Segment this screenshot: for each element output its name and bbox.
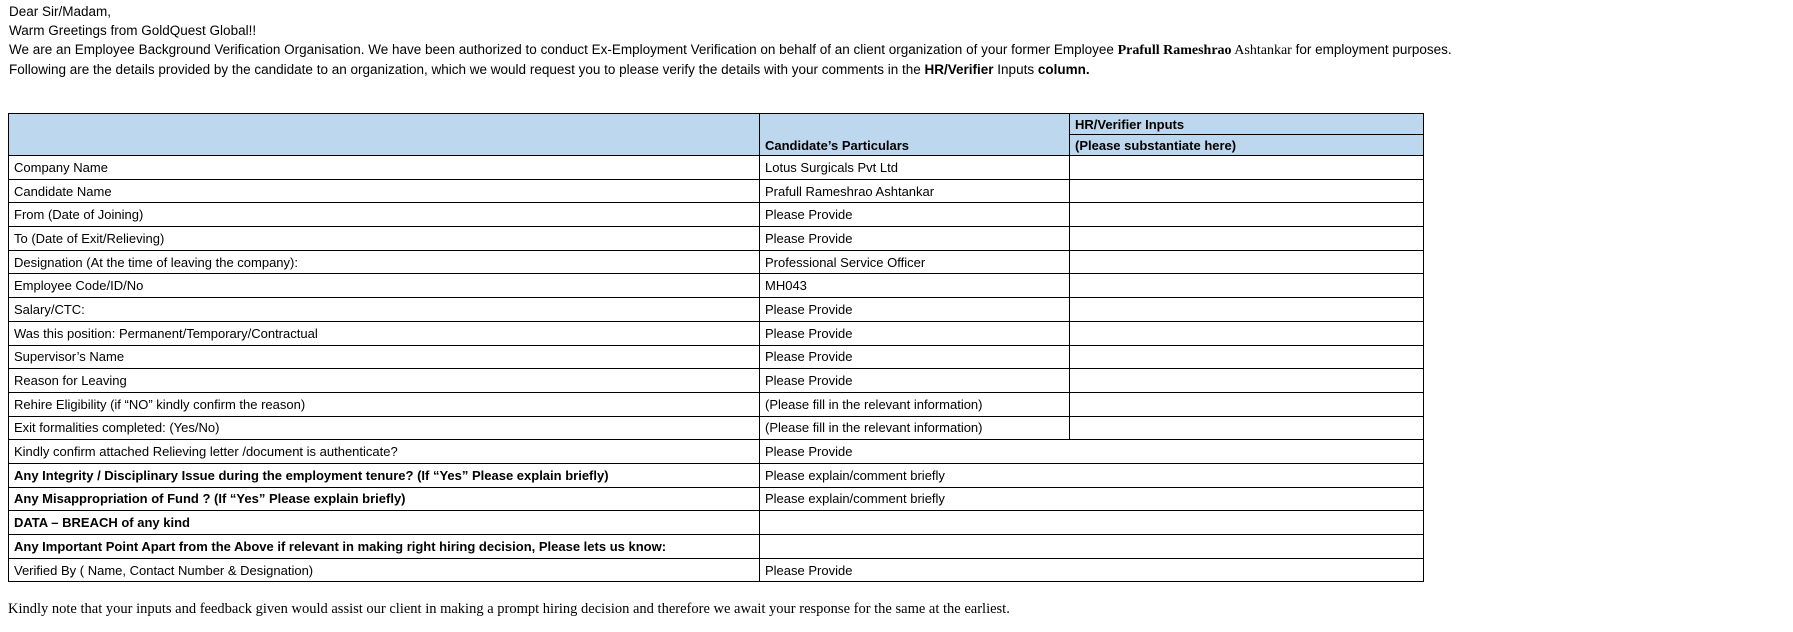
candidate-name-bold: Prafull Rameshrao [1117,43,1232,58]
candidate-value: Please explain/comment briefly [760,487,1424,511]
candidate-value: MH043 [760,274,1070,298]
hr-input-cell[interactable] [1070,321,1424,345]
row-label: Any Integrity / Disciplinary Issue during the employment tenure? (If “Yes” Please explain briefly) [9,463,760,487]
table-header-row-1 [9,114,1424,135]
row-label: Was this position: Permanent/Temporary/Contractual [9,321,760,345]
table-row [9,203,1424,227]
para1-line [9,40,1452,60]
hr-input-cell[interactable] [1070,156,1424,180]
header-empty-cell [9,114,760,156]
hr-input-cell[interactable] [1070,416,1424,440]
candidate-value: Please Provide [760,227,1070,251]
table-row [9,345,1424,369]
row-label: Verified By ( Name, Contact Number & Designation) [9,558,760,582]
candidate-value: Professional Service Officer [760,250,1070,274]
table-row [9,250,1424,274]
greeting: Dear Sir/Madam, [9,4,112,19]
table-row [9,440,1424,464]
table-row [9,227,1424,251]
row-label: Exit formalities completed: (Yes/No) [9,416,760,440]
row-label: Company Name [9,156,760,180]
verification-table [8,113,1424,582]
para2-line [9,60,1452,79]
row-label: Rehire Eligibility (if “NO” kindly confirm the reason) [9,392,760,416]
candidate-value[interactable] [760,511,1424,535]
candidate-name-rest: Ashtankar [1231,43,1292,58]
header-candidate-particulars: Candidate’s Particulars [760,114,1070,156]
table-row [9,487,1424,511]
table-row [9,511,1424,535]
row-label: DATA – BREACH of any kind [9,511,760,535]
table-row [9,558,1424,582]
candidate-value: Prafull Rameshrao Ashtankar [760,179,1070,203]
candidate-value: Please Provide [760,203,1070,227]
row-label: From (Date of Joining) [9,203,760,227]
row-label: Candidate Name [9,179,760,203]
hr-input-cell[interactable] [1070,227,1424,251]
candidate-value: Please Provide [760,298,1070,322]
row-label: Any Misappropriation of Fund ? (If “Yes” Please explain briefly) [9,487,760,511]
hr-input-cell[interactable] [1070,392,1424,416]
para1-after-name: for employment purposes. [1291,42,1452,57]
table-row [9,463,1424,487]
hr-input-cell[interactable] [1070,203,1424,227]
candidate-value: (Please fill in the relevant information) [760,392,1070,416]
para2-column: column. [1037,62,1090,77]
row-label: Supervisor’s Name [9,345,760,369]
candidate-value: Please Provide [760,369,1070,393]
hr-input-cell[interactable] [1070,298,1424,322]
para2-hr-verifier: HR/Verifier [924,62,994,77]
hr-input-cell[interactable] [1070,274,1424,298]
para1-before-name: We are an Employee Background Verification Organisation. We have been authorized to conduct Ex-Employment Verification on behalf of an client organization of your former Employee [9,42,1118,57]
footer-note: Kindly note that your inputs and feedback given would assist our client in making a prompt hiring decision and therefore we await your response for the same at the earliest. [8,601,1010,617]
table-row [9,369,1424,393]
candidate-value: Please explain/comment briefly [760,463,1424,487]
hr-input-cell[interactable] [1070,250,1424,274]
warm-greeting-line [9,21,1452,40]
header-substantiate: (Please substantiate here) [1070,135,1424,156]
table-row [9,321,1424,345]
table-row [9,156,1424,180]
candidate-value: Please Provide [760,440,1424,464]
table-row [9,298,1424,322]
row-label: Designation (At the time of leaving the company): [9,250,760,274]
candidate-value: Please Provide [760,345,1070,369]
para2-start: Following are the details provided by the candidate to an organization, which we would request you to please verify the details with your comments in the [9,62,925,77]
row-label: Any Important Point Apart from the Above if relevant in making right hiring decision, Please lets us know: [9,535,760,559]
hr-input-cell[interactable] [1070,179,1424,203]
para2-inputs: Inputs [993,62,1038,77]
table-row [9,535,1424,559]
candidate-value: Please Provide [760,321,1070,345]
row-label: Kindly confirm attached Relieving letter /document is authenticate? [9,440,760,464]
candidate-value[interactable] [760,535,1424,559]
table-row [9,416,1424,440]
header-hr-verifier-inputs: HR/Verifier Inputs [1070,114,1424,135]
row-label: Reason for Leaving [9,369,760,393]
table-row [9,392,1424,416]
table-row [9,274,1424,298]
candidate-value: (Please fill in the relevant information) [760,416,1070,440]
greeting-line [9,2,1452,21]
row-label: Employee Code/ID/No [9,274,760,298]
candidate-value: Please Provide [760,558,1424,582]
intro-text [9,2,1452,79]
table-row [9,179,1424,203]
hr-input-cell[interactable] [1070,345,1424,369]
hr-input-cell[interactable] [1070,369,1424,393]
candidate-value: Lotus Surgicals Pvt Ltd [760,156,1070,180]
row-label: Salary/CTC: [9,298,760,322]
warm-greeting: Warm Greetings from GoldQuest Global!! [9,23,257,38]
row-label: To (Date of Exit/Relieving) [9,227,760,251]
